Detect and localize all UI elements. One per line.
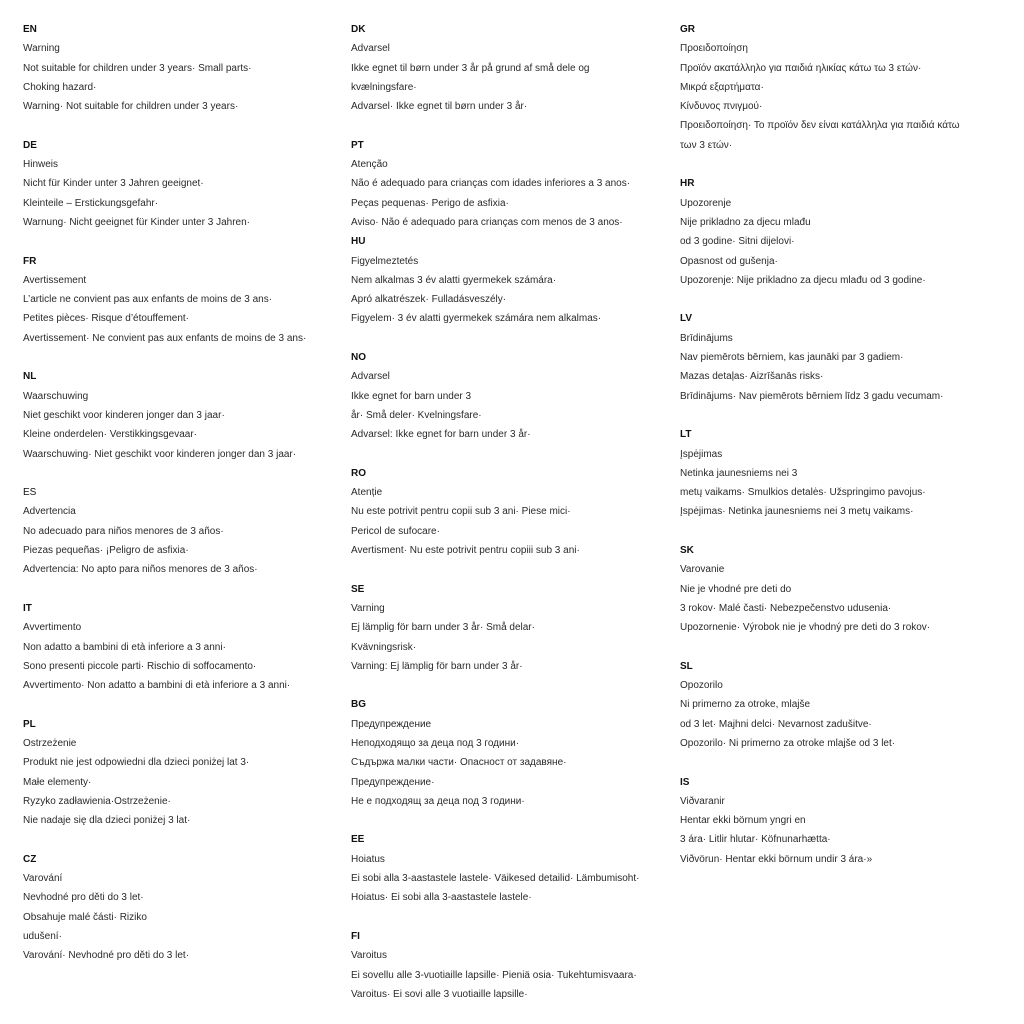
warning-heading: Avertissement [23, 274, 87, 286]
language-code: HR [680, 178, 695, 190]
warning-text-line: Įspėjimas· Netinka jaunesniems nei 3 metų vaikams· [680, 506, 914, 518]
language-block-no [351, 348, 669, 444]
language-code: LT [680, 429, 692, 441]
warning-text-line: Nu este potrivit pentru copii sub 3 ani· Piese mici· [351, 506, 571, 518]
language-code: EN [23, 24, 37, 35]
warning-text-line: metų vaikams· Smulkios detalės· Užspringimo pavojus· [680, 487, 926, 499]
block-spacer [23, 348, 341, 367]
block-spacer [23, 232, 341, 251]
block-spacer [23, 116, 341, 135]
warning-text-line: Advarsel: Ikke egnet for barn under 3 år· [351, 429, 531, 441]
warning-text-line: Kvävningsrisk· [351, 641, 417, 653]
warning-text-line: 3 rokov· Malé časti· Nebezpečenstvo udusenia· [680, 602, 892, 614]
language-code: IS [680, 776, 690, 788]
warning-text-line: Opozorilo· Ni primerno za otroke mlajše od 3 let· [680, 737, 896, 749]
warning-heading: Advertencia [23, 506, 76, 518]
language-block-pt [351, 136, 669, 232]
language-block-es [23, 483, 341, 579]
language-block-en [23, 20, 341, 116]
language-code: LV [680, 313, 693, 325]
warning-heading: Avvertimento [23, 622, 82, 634]
warning-heading: Upozorenje [680, 197, 732, 209]
warning-heading: Varovanie [680, 564, 725, 576]
warning-text-line: Pericol de sufocare· [351, 525, 440, 537]
warning-heading: Figyelmeztetés [351, 255, 419, 267]
language-block-fi [351, 927, 669, 1004]
warning-heading: Advarsel [351, 43, 390, 55]
block-spacer [23, 580, 341, 599]
language-block-se [351, 580, 669, 676]
warning-heading: Hoiatus [351, 853, 385, 865]
block-spacer [23, 695, 341, 714]
language-code: SL [680, 660, 693, 672]
language-block-pl [23, 715, 341, 831]
warning-text-line: των 3 ετών· [680, 139, 733, 151]
language-block-ro [351, 464, 669, 560]
warning-text-line: Κίνδυνος πνιγμού· [680, 101, 763, 113]
warning-text-line: Niet geschikt voor kinderen jonger dan 3 jaar· [23, 409, 225, 421]
warning-text-line: Figyelem· 3 év alatti gyermekek számára nem alkalmas· [351, 313, 602, 325]
warning-text-line: Non adatto a bambini di età inferiore a 3 anni· [23, 641, 226, 653]
block-spacer [351, 676, 669, 695]
warning-text-line: Hentar ekki börnum yngri en [680, 815, 806, 827]
language-code: DE [23, 139, 37, 151]
warning-text-line: Mazas detaļas· Aizrīšanās risks· [680, 371, 824, 383]
warning-text-line: Avertisment· Nu este potrivit pentru copiii sub 3 ani· [351, 545, 580, 557]
warning-heading: Waarschuwing [23, 390, 89, 402]
language-code: PL [23, 718, 36, 730]
language-code: ES [23, 487, 37, 499]
warning-text-line: Avertissement· Ne convient pas aux enfants de moins de 3 ans· [23, 332, 307, 344]
language-block-is [680, 773, 1010, 869]
block-spacer [680, 638, 1010, 657]
language-block-hr [680, 174, 1010, 290]
warning-text-line: Not suitable for children under 3 years· Small parts· [23, 62, 252, 74]
language-code: FI [351, 930, 360, 942]
warning-text-line: Nicht für Kinder unter 3 Jahren geeignet· [23, 178, 204, 190]
block-spacer [680, 753, 1010, 772]
language-block-lv [680, 309, 1010, 405]
warning-text-line: Upozornenie· Výrobok nie je vhodný pre deti do 3 rokov· [680, 622, 931, 634]
warning-text-line: Kleine onderdelen· Verstikkingsgevaar· [23, 429, 197, 441]
language-block-ee [351, 830, 669, 907]
warning-text-line: Ikke egnet til børn under 3 år på grund af små dele og [351, 62, 590, 74]
warning-text-line: Sono presenti piccole parti· Rischio di soffocamento· [23, 660, 257, 672]
warning-text-line: Upozorenje: Nije prikladno za djecu mlađu od 3 godine· [680, 274, 926, 286]
language-block-fr [23, 252, 341, 348]
block-spacer [680, 155, 1010, 174]
warning-text-line: Brīdinājums· Nav piemērots bērniem līdz 3 gadu vecumam· [680, 390, 944, 402]
warning-text-line: Piezas pequeñas· ¡Peligro de asfixia· [23, 545, 189, 557]
language-block-dk [351, 20, 669, 116]
block-spacer [680, 406, 1010, 425]
warning-text-line: Nem alkalmas 3 év alatti gyermekek számára· [351, 274, 557, 286]
language-code: BG [351, 699, 366, 711]
block-spacer [351, 560, 669, 579]
language-code: EE [351, 834, 365, 846]
warning-text-line: Obsahuje malé části· Riziko [23, 911, 147, 923]
warning-text-line: Waarschuwing· Niet geschikt voor kinderen jonger dan 3 jaar· [23, 448, 297, 460]
warning-text-line: Неподходящо за деца под 3 години· [351, 737, 520, 749]
language-block-sk [680, 541, 1010, 637]
language-code: PT [351, 139, 364, 151]
language-block-cz [23, 850, 341, 966]
warning-text-line: Varování· Nevhodné pro děti do 3 let· [23, 950, 190, 962]
warning-heading: Hinweis [23, 159, 59, 171]
warning-heading: Brīdinājums [680, 332, 733, 344]
warning-text-line: Ei sovellu alle 3-vuotiaille lapsille· Pieniä osia· Tukehtumisvaara· [351, 969, 637, 981]
warning-text-line: Warning· Not suitable for children under 3 years· [23, 101, 239, 113]
warning-text-line: No adecuado para niños menores de 3 años· [23, 525, 224, 537]
warning-text-line: Ikke egnet for barn under 3 [351, 390, 472, 402]
warning-text-line: Μικρά εξαρτήματα· [680, 81, 764, 93]
warning-text-line: Opasnost od gušenja· [680, 255, 778, 267]
warning-text-line: Nevhodné pro děti do 3 let· [23, 892, 144, 904]
warning-text-line: Не е подходящ за деца под 3 години· [351, 795, 525, 807]
language-code: HU [351, 236, 366, 248]
warning-text-line: Aviso· Não é adequado para crianças com menos de 3 anos· [351, 216, 623, 228]
warning-text-line: udušení· [23, 930, 62, 942]
warning-text-line: Peças pequenas· Perigo de asfixia· [351, 197, 509, 209]
language-block-de [23, 136, 341, 232]
language-block-hu [351, 232, 669, 328]
warning-heading: Atenție [351, 487, 383, 499]
block-spacer [680, 290, 1010, 309]
language-code: FR [23, 255, 37, 267]
language-block-gr [680, 20, 1010, 155]
warning-text-line: Petites pièces· Risque d’étouffement· [23, 313, 190, 325]
block-spacer [351, 116, 669, 135]
warning-text-line: Предупреждение· [351, 776, 435, 788]
warning-text-line: Apró alkatrészek· Fulladásveszély· [351, 294, 507, 306]
column-3 [680, 20, 1010, 869]
warning-text-line: Nie je vhodné pre deti do [680, 583, 792, 595]
warning-text-line: Małe elementy· [23, 776, 92, 788]
warning-text-line: Προειδοποίηση· Το προϊόν δεν είναι κατάλληλα για παιδιά κάτω [680, 120, 960, 132]
warning-text-line: Προϊόν ακατάλληλο για παιδιά ηλικίας κάτω τω 3 ετών· [680, 62, 922, 74]
warning-text-line: Ryzyko zadławienia·Ostrzeżenie· [23, 795, 171, 807]
warning-text-line: Advarsel· Ikke egnet til børn under 3 år· [351, 101, 528, 113]
language-code: NO [351, 352, 366, 364]
language-block-lt [680, 425, 1010, 521]
warning-text-line: od 3 godine· Sitni dijelovi· [680, 236, 795, 248]
warning-heading: Atenção [351, 159, 388, 171]
warning-text-line: Avvertimento· Non adatto a bambini di età inferiore a 3 anni· [23, 680, 291, 692]
warning-text-line: Ej lämplig för barn under 3 år· Små delar· [351, 622, 535, 634]
block-spacer [351, 445, 669, 464]
warning-heading: Предупреждение [351, 718, 432, 730]
column-1 [23, 20, 341, 966]
warning-text-line: Warnung· Nicht geeignet für Kinder unter 3 Jahren· [23, 216, 250, 228]
language-code: NL [23, 371, 37, 383]
block-spacer [351, 329, 669, 348]
warning-text-line: Kleinteile – Erstickungsgefahr· [23, 197, 159, 209]
language-code: DK [351, 24, 366, 35]
warning-text-line: Varning: Ej lämplig för barn under 3 år· [351, 660, 523, 672]
warning-text-line: Nie nadaje się dla dzieci poniżej 3 lat· [23, 815, 191, 827]
language-code: SK [680, 545, 694, 557]
warning-heading: Varování [23, 873, 63, 885]
warning-heading: Varoitus [351, 950, 387, 962]
warning-heading: Advarsel [351, 371, 390, 383]
warning-text-line: Não é adequado para crianças com idades inferiores a 3 anos· [351, 178, 631, 190]
warning-text-line: Nav piemērots bērniem, kas jaunāki par 3 gadiem· [680, 352, 904, 364]
warning-heading: Varning [351, 602, 385, 614]
warning-heading: Įspėjimas [680, 448, 723, 460]
language-code: CZ [23, 853, 37, 865]
language-block-bg [351, 695, 669, 811]
warning-text-line: L’article ne convient pas aux enfants de moins de 3 ans· [23, 294, 273, 306]
warning-text-line: Ei sobi alla 3-aastastele lastele· Väikesed detailid· Lämbumisoht· [351, 873, 640, 885]
warning-heading: Opozorilo [680, 680, 723, 692]
warning-text-line: Advertencia: No apto para niños menores de 3 años· [23, 564, 258, 576]
language-code: GR [680, 24, 695, 35]
block-spacer [680, 522, 1010, 541]
warning-text-line: Varoitus· Ei sovi alle 3 vuotiaille lapsille· [351, 988, 528, 1000]
warning-text-line: od 3 let· Majhni delci· Nevarnost zadušitve· [680, 718, 872, 730]
warning-heading: Warning [23, 43, 60, 55]
warning-text-line: Choking hazard· [23, 81, 97, 93]
warning-text-line: Ni primerno za otroke, mlajše [680, 699, 811, 711]
column-2 [351, 20, 669, 1004]
language-code: SE [351, 583, 365, 595]
warning-text-line: 3 ára· Litlir hlutar· Köfnunarhætta· [680, 834, 831, 846]
language-code: RO [351, 467, 366, 479]
language-block-nl [23, 367, 341, 463]
warning-heading: Viðvaranir [680, 795, 725, 807]
warning-text-line: Nije prikladno za djecu mlađu [680, 216, 811, 228]
warning-text-line: Netinka jaunesniems nei 3 [680, 467, 798, 479]
warning-text-line: Hoiatus· Ei sobi alla 3-aastastele lastele· [351, 892, 532, 904]
warning-heading: Προειδοποίηση [680, 43, 748, 55]
block-spacer [23, 830, 341, 849]
language-block-it [23, 599, 341, 695]
block-spacer [351, 811, 669, 830]
warning-text-line: Съдържа малки части· Опасност от задавяне· [351, 757, 567, 769]
warning-text-line: Viðvörun· Hentar ekki börnum undir 3 ára·» [680, 853, 873, 865]
warning-text-line: Produkt nie jest odpowiedni dla dzieci poniżej lat 3· [23, 757, 250, 769]
language-code: IT [23, 602, 32, 614]
warning-heading: Ostrzeżenie [23, 737, 77, 749]
block-spacer [23, 464, 341, 483]
language-block-sl [680, 657, 1010, 753]
warning-text-line: kvælningsfare· [351, 81, 417, 93]
warning-text-line: år· Små deler· Kvelningsfare· [351, 409, 482, 421]
block-spacer [351, 908, 669, 927]
